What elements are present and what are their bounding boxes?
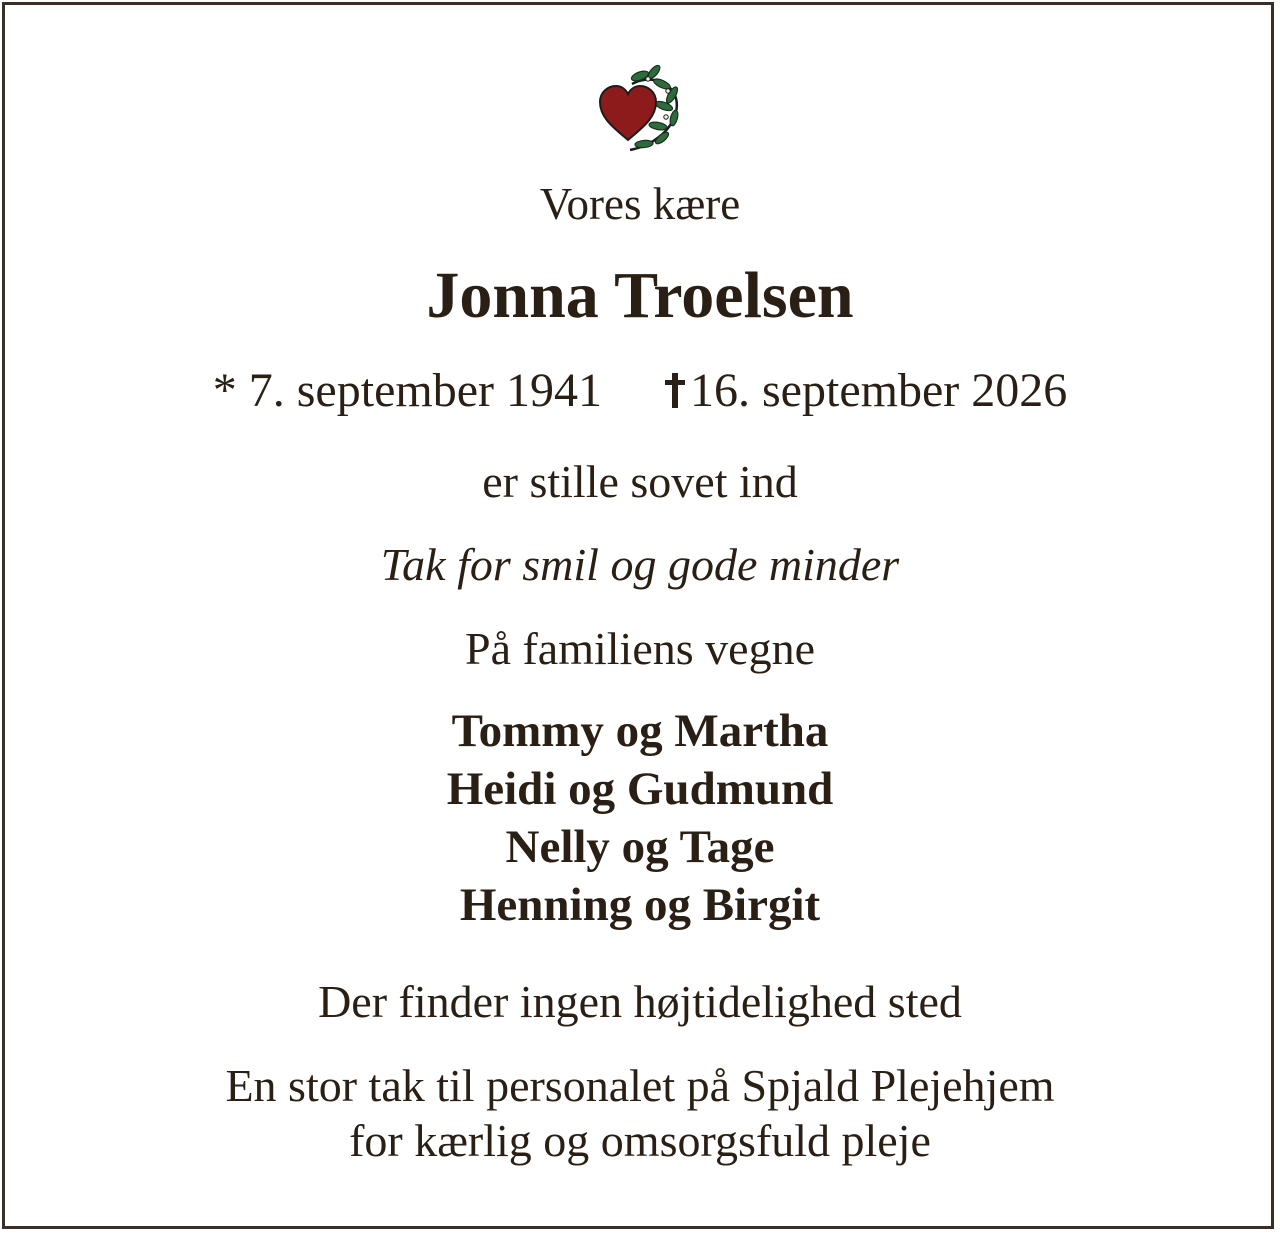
life-dates — [0, 364, 1280, 417]
on-behalf-text: På familiens vegne — [464, 623, 815, 674]
thanks-text: Tak for smil og gode minder — [380, 539, 900, 590]
deceased-name: Jonna Troelsen — [426, 259, 854, 332]
family-member: Henning og Birgit — [459, 879, 821, 931]
gratitude-line: En stor tak til personalet på Spjald Plejehjem — [225, 1060, 1055, 1111]
heart-with-leaf-branch-icon — [596, 62, 686, 156]
death-date: 16. september 2026 — [690, 364, 1068, 417]
cross-icon — [660, 370, 690, 410]
status-text: er stille sovet ind — [482, 456, 798, 507]
family-member: Heidi og Gudmund — [446, 763, 834, 815]
gratitude-line: for kærlig og omsorgsfuld pleje — [349, 1115, 931, 1166]
family-member: Nelly og Tage — [505, 821, 775, 873]
gratitude-text — [0, 1060, 1280, 1173]
ceremony-note: Der finder ingen højtidelighed sted — [318, 976, 962, 1027]
family-list — [0, 706, 1280, 938]
birth-date: * 7. september 1941 — [212, 364, 602, 417]
intro-text: Vores kære — [539, 179, 741, 229]
family-member: Tommy og Martha — [451, 705, 829, 757]
